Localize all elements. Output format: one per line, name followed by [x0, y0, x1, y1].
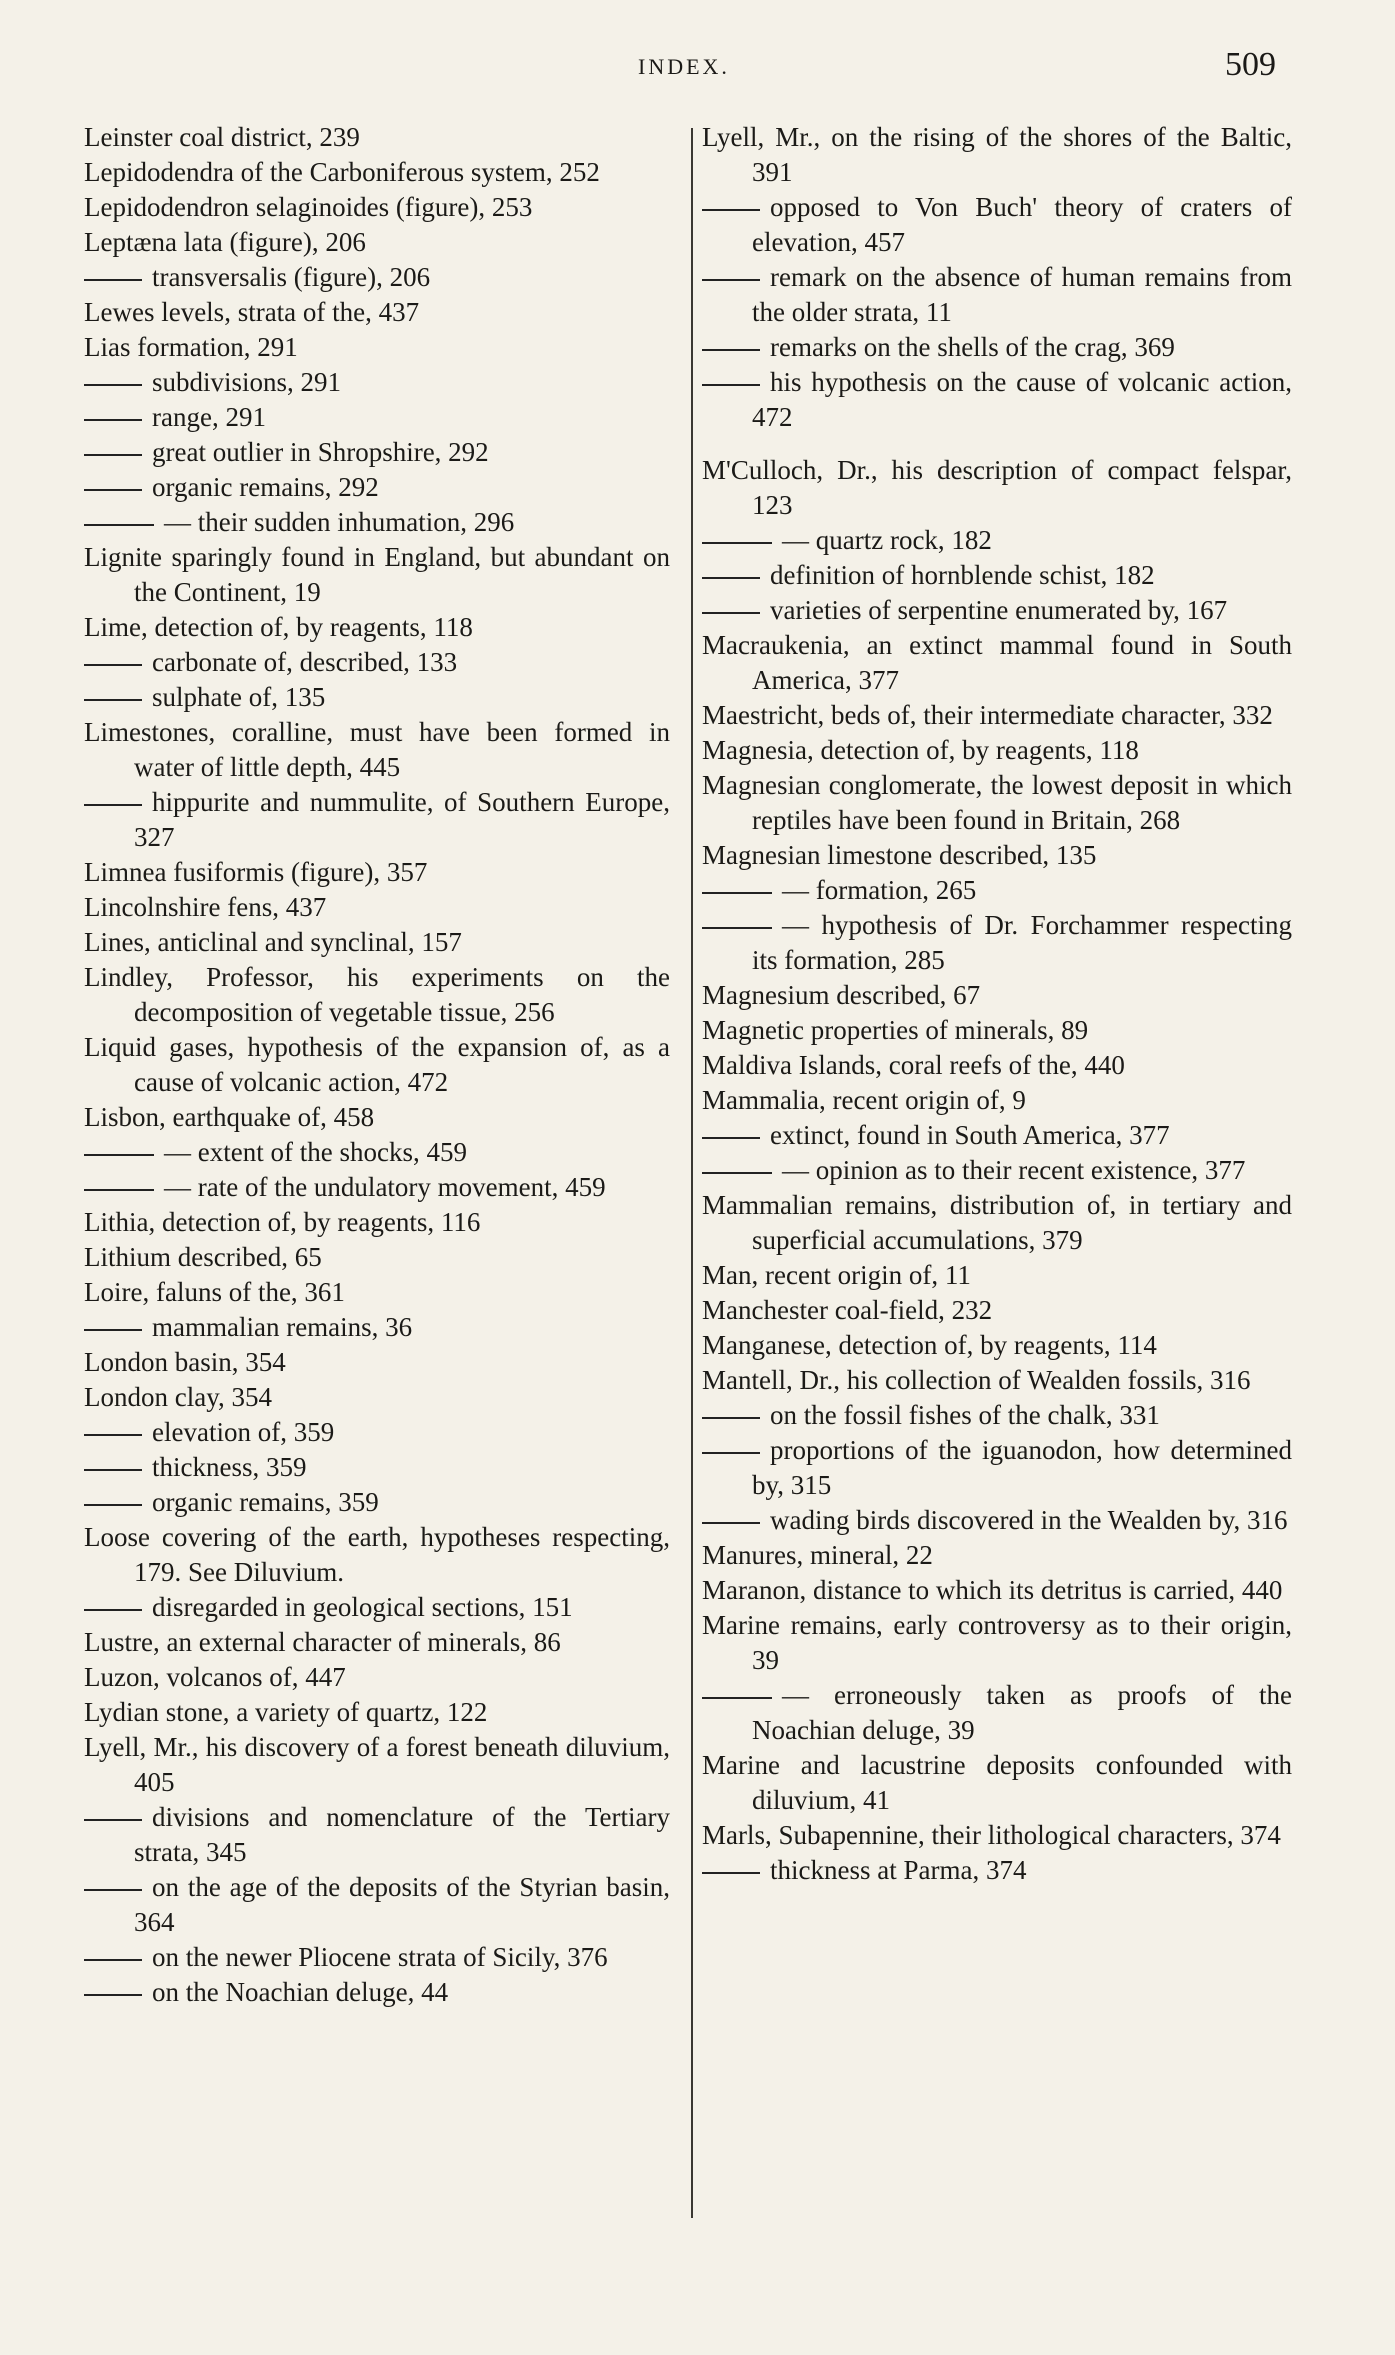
ditto-dash: [84, 699, 142, 701]
ditto-dash: [84, 524, 154, 526]
index-entry: [84, 470, 670, 505]
index-entry-text: — formation, 265: [782, 875, 977, 905]
index-entry: [84, 1100, 670, 1135]
index-entry: [702, 1678, 1292, 1748]
index-entry: [702, 1363, 1292, 1398]
index-entry-text: Mammalian remains, distribution of, in tertiary and superficial accumulations, 379: [702, 1190, 1292, 1255]
index-entry-text: Loire, faluns of the, 361: [84, 1277, 345, 1307]
index-entry-text: Macraukenia, an extinct mammal found in South America, 377: [702, 630, 1292, 695]
index-entry-text: Lyell, Mr., his discovery of a forest beneath diluvium, 405: [84, 1732, 670, 1797]
ditto-dash: [84, 664, 142, 666]
index-entry-text: Lines, anticlinal and synclinal, 157: [84, 927, 462, 957]
index-entry: [702, 1013, 1292, 1048]
index-entry: [84, 1170, 670, 1205]
index-column-right: [702, 120, 1292, 1888]
index-entry-text: Lithia, detection of, by reagents, 116: [84, 1207, 481, 1237]
index-entry: [702, 838, 1292, 873]
index-entry: [84, 785, 670, 855]
running-title: INDEX.: [638, 54, 730, 79]
index-entry: [702, 558, 1292, 593]
index-entry-text: Marls, Subapennine, their lithological characters, 374: [702, 1820, 1281, 1850]
index-entry-text: thickness, 359: [152, 1452, 307, 1482]
index-entry-text: — erroneously taken as proofs of the Noachian deluge, 39: [752, 1680, 1292, 1745]
index-entry: [84, 1975, 670, 2010]
ditto-dash: [702, 349, 760, 351]
ditto-dash: [702, 577, 760, 579]
ditto-dash: [84, 1994, 142, 1996]
index-entry-text: Lewes levels, strata of the, 437: [84, 297, 420, 327]
index-entry-text: transversalis (figure), 206: [152, 262, 431, 292]
index-entry: [84, 1695, 670, 1730]
index-entry-text: Limnea fusiformis (figure), 357: [84, 857, 428, 887]
index-entry-text: Lindley, Professor, his experiments on the decomposition of vegetable tissue, 256: [84, 962, 670, 1027]
index-entry: [84, 400, 670, 435]
index-entry: [84, 1940, 670, 1975]
index-entry: [84, 1030, 670, 1100]
index-entry-text: subdivisions, 291: [152, 367, 342, 397]
index-entry-text: on the age of the deposits of the Styrian basin, 364: [134, 1872, 670, 1937]
index-entry-text: divisions and nomenclature of the Tertiary strata, 345: [134, 1802, 670, 1867]
index-entry-text: on the Noachian deluge, 44: [152, 1977, 449, 2007]
index-entry-text: Man, recent origin of, 11: [702, 1260, 971, 1290]
index-entry-text: Magnesium described, 67: [702, 980, 981, 1010]
index-entry: [84, 960, 670, 1030]
ditto-dash: [702, 1137, 760, 1139]
index-entry-text: range, 291: [152, 402, 266, 432]
index-entry-text: — rate of the undulatory movement, 459: [164, 1172, 606, 1202]
index-entry: [84, 855, 670, 890]
index-entry: [702, 365, 1292, 435]
index-entry: [702, 1188, 1292, 1258]
index-entry: [702, 260, 1292, 330]
index-entry: [84, 1205, 670, 1240]
index-entry-text: Lydian stone, a variety of quartz, 122: [84, 1697, 488, 1727]
index-entry-text: Maranon, distance to which its detritus is carried, 440: [702, 1575, 1283, 1605]
index-entry-text: Lincolnshire fens, 437: [84, 892, 327, 922]
ditto-dash: [702, 384, 760, 386]
index-entry-text: carbonate of, described, 133: [152, 647, 458, 677]
index-entry: [84, 295, 670, 330]
index-entry-text: Manganese, detection of, by reagents, 114: [702, 1330, 1157, 1360]
index-entry-text: Leptæna lata (figure), 206: [84, 227, 366, 257]
index-entry-text: proportions of the iguanodon, how determined by, 315: [752, 1435, 1292, 1500]
index-entry-text: definition of hornblende schist, 182: [770, 560, 1155, 590]
index-entry-text: Leinster coal district, 239: [84, 122, 360, 152]
index-entry: [84, 1625, 670, 1660]
index-entry: [702, 1818, 1292, 1853]
index-entry-text: Maestricht, beds of, their intermediate character, 332: [702, 700, 1273, 730]
index-entry-text: — opinion as to their recent existence, 377: [782, 1155, 1246, 1185]
index-entry: [702, 120, 1292, 190]
index-entry: [84, 120, 670, 155]
ditto-dash: [702, 209, 760, 211]
ditto-dash: [84, 1609, 142, 1611]
index-entry-text: Luzon, volcanos of, 447: [84, 1662, 346, 1692]
index-entry: [84, 1870, 670, 1940]
index-entry-text: Lias formation, 291: [84, 332, 298, 362]
ditto-dash: [84, 1959, 142, 1961]
index-entry: [702, 1748, 1292, 1818]
index-entry-text: Lustre, an external character of minerals, 86: [84, 1627, 561, 1657]
index-entry: [84, 1345, 670, 1380]
index-entry-text: London clay, 354: [84, 1382, 272, 1412]
index-entry: [84, 1275, 670, 1310]
index-entry: [702, 1853, 1292, 1888]
index-entry-text: extinct, found in South America, 377: [770, 1120, 1170, 1150]
ditto-dash: [702, 1522, 760, 1524]
index-entry-text: — their sudden inhumation, 296: [164, 507, 515, 537]
index-entry: [702, 873, 1292, 908]
index-entry: [702, 908, 1292, 978]
index-entry: [702, 593, 1292, 628]
index-entry-text: organic remains, 359: [152, 1487, 379, 1517]
column-rule: [691, 128, 693, 2218]
index-entry: [84, 330, 670, 365]
index-entry: [702, 1328, 1292, 1363]
index-entry: [84, 540, 670, 610]
index-entry-text: Lyell, Mr., on the rising of the shores of the Baltic, 391: [702, 122, 1292, 187]
index-entry: [84, 190, 670, 225]
index-entry-text: — extent of the shocks, 459: [164, 1137, 467, 1167]
ditto-dash: [84, 1434, 142, 1436]
index-entry: [702, 1293, 1292, 1328]
index-entry: [702, 1538, 1292, 1573]
index-entry-text: mammalian remains, 36: [152, 1312, 413, 1342]
index-entry-text: Lime, detection of, by reagents, 118: [84, 612, 473, 642]
ditto-dash: [702, 1172, 772, 1174]
ditto-dash: [84, 1819, 142, 1821]
index-entry: [702, 1153, 1292, 1188]
index-entry: [702, 768, 1292, 838]
index-entry-text: Mantell, Dr., his collection of Wealden fossils, 316: [702, 1365, 1251, 1395]
index-entry: [702, 1573, 1292, 1608]
index-entry: [84, 505, 670, 540]
ditto-dash: [84, 804, 142, 806]
ditto-dash: [84, 1189, 154, 1191]
index-column-left: [84, 120, 670, 2010]
ditto-dash: [702, 927, 772, 929]
index-entry: [84, 1660, 670, 1695]
index-entry-text: Lepidodendron selaginoides (figure), 253: [84, 192, 533, 222]
index-entry: [702, 733, 1292, 768]
index-entry: [702, 698, 1292, 733]
ditto-dash: [84, 489, 142, 491]
page-header: [0, 46, 1395, 86]
index-entry-text: Loose covering of the earth, hypotheses respecting, 179. See Diluvium.: [84, 1522, 670, 1587]
index-entry-text: Lignite sparingly found in England, but abundant on the Continent, 19: [84, 542, 670, 607]
index-entry-text: his hypothesis on the cause of volcanic action, 472: [752, 367, 1292, 432]
index-entry-text: on the newer Pliocene strata of Sicily, 376: [152, 1942, 608, 1972]
index-entry: [84, 1800, 670, 1870]
ditto-dash: [702, 1452, 760, 1454]
index-entry-text: Magnesia, detection of, by reagents, 118: [702, 735, 1139, 765]
index-entry: [702, 978, 1292, 1013]
index-entry: [84, 680, 670, 715]
index-entry-text: Lepidodendra of the Carboniferous system, 252: [84, 157, 600, 187]
index-entry: [84, 1520, 670, 1590]
index-entry: [702, 1258, 1292, 1293]
index-entry: [84, 1730, 670, 1800]
index-entry-text: disregarded in geological sections, 151: [152, 1592, 573, 1622]
index-entry: [84, 1485, 670, 1520]
index-entry-text: Maldiva Islands, coral reefs of the, 440: [702, 1050, 1125, 1080]
index-entry: [84, 365, 670, 400]
index-entry-text: Magnetic properties of minerals, 89: [702, 1015, 1089, 1045]
index-entry: [702, 1398, 1292, 1433]
ditto-dash: [84, 1154, 154, 1156]
index-entry: [84, 1380, 670, 1415]
ditto-dash: [84, 1889, 142, 1891]
index-entry: [84, 1310, 670, 1345]
index-entry: [702, 523, 1292, 558]
index-entry-text: Lithium described, 65: [84, 1242, 322, 1272]
index-entry: [84, 890, 670, 925]
index-entry-text: Marine and lacustrine deposits confounded with diluvium, 41: [702, 1750, 1292, 1815]
index-entry: [84, 1135, 670, 1170]
ditto-dash: [702, 1697, 772, 1699]
index-entry-text: Marine remains, early controversy as to their origin, 39: [702, 1610, 1292, 1675]
index-entry: [84, 1415, 670, 1450]
index-entry: [702, 1433, 1292, 1503]
ditto-dash: [84, 279, 142, 281]
index-entry: [84, 610, 670, 645]
index-entry-text: Limestones, coralline, must have been formed in water of little depth, 445: [84, 717, 670, 782]
index-entry-text: Magnesian conglomerate, the lowest deposit in which reptiles have been found in Britain, 268: [702, 770, 1292, 835]
index-entry: [84, 260, 670, 295]
index-entry: [702, 453, 1292, 523]
ditto-dash: [84, 454, 142, 456]
index-entry: [702, 1048, 1292, 1083]
index-entry-text: — quartz rock, 182: [782, 525, 992, 555]
index-entry: [84, 645, 670, 680]
index-entry: [702, 1608, 1292, 1678]
ditto-dash: [84, 419, 142, 421]
index-entry-text: Magnesian limestone described, 135: [702, 840, 1097, 870]
index-entry-text: Manchester coal-field, 232: [702, 1295, 993, 1325]
index-entry-text: wading birds discovered in the Wealden by, 316: [770, 1505, 1288, 1535]
ditto-dash: [84, 1329, 142, 1331]
ditto-dash: [702, 892, 772, 894]
ditto-dash: [84, 1469, 142, 1471]
index-entry-text: — hypothesis of Dr. Forchammer respecting its formation, 285: [752, 910, 1292, 975]
index-entry-text: Mammalia, recent origin of, 9: [702, 1085, 1026, 1115]
index-entry-text: London basin, 354: [84, 1347, 286, 1377]
index-entry-text: Manures, mineral, 22: [702, 1540, 933, 1570]
index-entry: [702, 1503, 1292, 1538]
index-entry: [84, 1590, 670, 1625]
index-entry-text: M'Culloch, Dr., his description of compact felspar, 123: [702, 455, 1292, 520]
index-entry: [702, 628, 1292, 698]
index-entry: [702, 330, 1292, 365]
index-entry: [84, 155, 670, 190]
index-entry-text: remarks on the shells of the crag, 369: [770, 332, 1175, 362]
index-entry-text: sulphate of, 135: [152, 682, 326, 712]
index-entry-text: organic remains, 292: [152, 472, 379, 502]
index-entry-text: great outlier in Shropshire, 292: [152, 437, 489, 467]
index-entry-text: thickness at Parma, 374: [770, 1855, 1027, 1885]
index-entry-text: Lisbon, earthquake of, 458: [84, 1102, 375, 1132]
index-entry: [84, 225, 670, 260]
ditto-dash: [84, 1504, 142, 1506]
index-entry-text: varieties of serpentine enumerated by, 167: [770, 595, 1228, 625]
index-entry: [84, 1450, 670, 1485]
ditto-dash: [702, 279, 760, 281]
index-entry-text: hippurite and nummulite, of Southern Europe, 327: [134, 787, 670, 852]
ditto-dash: [702, 1417, 760, 1419]
index-entry: [84, 715, 670, 785]
index-entry: [84, 925, 670, 960]
index-entry-text: on the fossil fishes of the chalk, 331: [770, 1400, 1160, 1430]
index-entry-text: remark on the absence of human remains from the older strata, 11: [752, 262, 1292, 327]
index-entry-text: Liquid gases, hypothesis of the expansion of, as a cause of volcanic action, 472: [84, 1032, 670, 1097]
ditto-dash: [702, 612, 760, 614]
page-number: 509: [1225, 46, 1276, 83]
ditto-dash: [702, 1872, 760, 1874]
index-entry: [84, 1240, 670, 1275]
index-entry-text: elevation of, 359: [152, 1417, 335, 1447]
index-entry: [702, 1083, 1292, 1118]
index-entry: [702, 1118, 1292, 1153]
ditto-dash: [84, 384, 142, 386]
index-entry: [84, 435, 670, 470]
ditto-dash: [702, 542, 772, 544]
index-entry: [702, 190, 1292, 260]
index-entry-text: opposed to Von Buch' theory of craters of elevation, 457: [752, 192, 1292, 257]
